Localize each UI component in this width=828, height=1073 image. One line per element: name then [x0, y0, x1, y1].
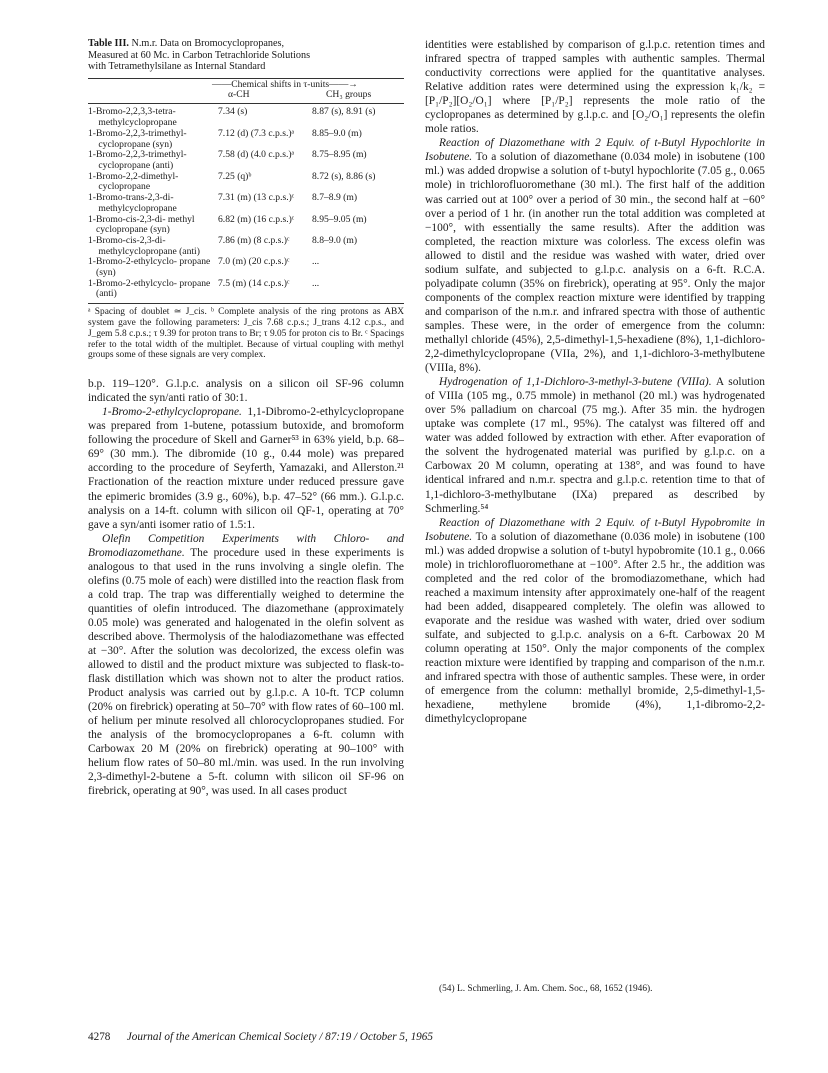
col-header-ch3: CH₃ groups — [326, 89, 372, 101]
paragraph-text: To a solution of diazomethane (0.036 mole) in isobutene (100 ml.) was added dropwise a solution of t-butyl hypobromite (10.1 g., 0.066 mole) in trichlorofluoromethane at −100°. After 2.5 hr., the addition was completed and the red color of the bromodiazomethane, which had reached a maximum intensity after approximately one-half of the reagent had been added, disappeared completely. The olefin was allowed to evaporate and the residue was washed with water, dried over sodium sulfate, and subjected to g.l.p.c. analysis on a 6-ft. Carbowax 20 M column operating at 150°. Only the major components of the complex reaction mixture were identified by trapping and comparison of the n.m.r. and infrared spectra with those of authentic samples. These were, in order of emergence from the column: methallyl bromide, 2,5-dimethyl-1,5-hexadiene, methylene bromide (4%), 1,1-dibromo-2,2-dimethylcyclopropane — [425, 530, 765, 726]
table-label: Table III. — [88, 38, 129, 49]
alpha-ch-shift: 7.34 (s) — [218, 106, 248, 118]
col-header-alpha: α-CH — [228, 89, 250, 101]
paragraph — [88, 377, 404, 405]
left-body-text — [88, 377, 404, 798]
paragraph — [425, 375, 765, 515]
paragraph — [88, 405, 404, 531]
paragraph-text: identities were established by comparison of g.l.p.c. retention times and infrared spectra of trapped samples with authentic samples. Thermal conductivity corrections were applied for the quantitative analyses. Relative addition rates were determined using the expression k₁/k₂ = [P₁/P₂][O₂/O₁] where [P₁/P₂] represents the mole ratio of the cyclopropanes as determined by g.l.p.c. and [O₂/O₁] represents the olefin mole ratios. — [425, 39, 765, 136]
ch3-shift: 8.8–9.0 (m) — [312, 234, 358, 246]
compound-name: 1-Bromo-2,2,3-trimethyl- cyclopropane (syn) — [88, 127, 187, 150]
ch3-shift: 8.87 (s), 8.91 (s) — [312, 106, 376, 118]
alpha-ch-shift: 7.0 (m) (20 c.p.s.)ᶜ — [218, 256, 290, 268]
alpha-ch-shift: 7.25 (q)ᵇ — [218, 170, 252, 182]
left-column — [88, 38, 404, 799]
paragraph-heading: Hydrogenation of 1,1-Dichloro-3-methyl-3-butene (VIIIa). — [439, 376, 712, 389]
ch3-shift: ... — [312, 256, 320, 268]
alpha-ch-shift: 7.5 (m) (14 c.p.s.)ᶜ — [218, 277, 290, 289]
nmr-table — [88, 107, 404, 300]
ch3-shift: 8.75–8.95 (m) — [312, 149, 367, 161]
ch3-shift: 8.7–8.9 (m) — [312, 192, 358, 204]
paragraph-heading: Reaction of Diazomethane with 2 Equiv. of t-Butyl Hypobromite in Isobutene. — [425, 516, 765, 543]
page-footer — [88, 1031, 768, 1043]
table-row — [88, 107, 404, 128]
compound-name: 1-Bromo-2-ethylcyclo- propane (syn) — [88, 256, 211, 279]
ch3-shift: ... — [312, 277, 320, 289]
page-number: 4278 — [88, 1031, 111, 1043]
alpha-ch-shift: 7.31 (m) (13 c.p.s.)ᶜ — [218, 192, 295, 204]
ch3-shift: 8.95–9.05 (m) — [312, 213, 367, 225]
compound-name: 1-Bromo-2-ethylcyclo- propane (anti) — [88, 277, 211, 300]
table-row — [88, 279, 404, 300]
compound-name: 1-Bromo-2,2,3-trimethyl- cyclopropane (anti) — [88, 149, 187, 171]
caption-line-3: with Tetramethylsilane as Internal Standard — [88, 61, 266, 73]
paragraph-heading: Olefin Competition Experiments with Chloro- and Bromodiazomethane. — [88, 532, 404, 559]
journal-citation: Journal of the American Chemical Society / 87:19 / October 5, 1965 — [126, 1031, 433, 1043]
table-row — [88, 236, 404, 257]
paragraph-heading: 1-Bromo-2-ethylcyclopropane. — [102, 406, 242, 419]
table-column-headers — [88, 90, 404, 101]
table-header-rule — [88, 103, 404, 104]
paragraph — [425, 516, 765, 727]
paragraph — [425, 136, 765, 375]
group-header-label: Chemical shifts in τ-units — [231, 78, 330, 90]
ch3-shift: 8.72 (s), 8.86 (s) — [312, 170, 376, 182]
compound-name: 1-Bromo-2,2-dimethyl- cyclopropane — [88, 170, 179, 193]
paragraph-text: 1,1-Dibromo-2-ethylcyclopropane was prepared from 1-butene, potassium butoxide, and bromoform following the procedure of Skell and Garner⁵³ in 63% yield, b.p. 68–69° (30 mm.). The dibromide (10 g., 0.44 mole) was prepared according to the procedure of Seyferth, Yamazaki, and Allerston.²¹ Fractionation of the reaction mixture under reduced pressure gave the epimeric bromides (3.9 g., 60%), b.p. 47–52° (66 mm.). G.l.p.c. analysis on a 14-ft. column with silicon oil QF-1, operating at 70° gave a syn/anti isomer ratio of 1.5:1. — [88, 406, 404, 531]
table-row — [88, 257, 404, 278]
reference-54: (54) L. Schmerling, J. Am. Chem. Soc., 68, 1652 (1946). — [439, 984, 653, 994]
table-row — [88, 129, 404, 150]
paragraph-heading: Reaction of Diazomethane with 2 Equiv. of t-Butyl Hypochlorite in Isobutene. — [425, 137, 765, 164]
ch3-shift: 8.85–9.0 (m) — [312, 127, 362, 139]
compound-name: 1-Bromo-trans-2,3-di- methylcyclopropane — [88, 192, 177, 214]
paragraph — [425, 38, 765, 136]
paragraph-text: A solution of VIIIa (105 mg., 0.75 mmole) in methanol (20 ml.) was hydrogenated over 5% palladium on charcoal (75 mg.). After 35 min. the hydrogen uptake was complete (17 ml., 95%). The catalyst was filtered off and water was added followed by extraction with ether. After evaporation of the solvent the hydrogenated material was purified by g.l.p.c. on a Carbowax 20 M column, operating at 138°, and was found to have identical infrared and n.m.r. spectra and g.l.p.c. retention time to that of 1,1-dichloro-3-methylbutane (IXa) prepared as described by Schmerling.⁵⁴ — [425, 376, 765, 515]
table-caption — [88, 38, 404, 73]
alpha-ch-shift: 7.58 (d) (4.0 c.p.s.)ᵃ — [218, 149, 295, 161]
table-footnote: ᵃ Spacing of doublet ≃ J_cis. ᵇ Complete analysis of the ring protons as ABX system gave the following parameters: J_cis 7.68 c.p.s.; J_trans 4.12 c.p.s., and J_gem 5.8 c.p.s.; τ 9.39 for proton trans to Br; τ 9.05 for proton cis to Br. ᶜ Spacings refer to the total width of the multiplet. Because of virtual coupling with methyl groups some of these signals are very complex. — [88, 307, 404, 361]
caption-line-1: N.m.r. Data on Bromocyclopropanes, — [131, 38, 285, 49]
table-bottom-rule — [88, 303, 404, 304]
alpha-ch-shift: 7.86 (m) (8 c.p.s.)ᶜ — [218, 234, 290, 246]
alpha-ch-shift: 7.12 (d) (7.3 c.p.s.)ᵃ — [218, 127, 295, 139]
paragraph — [88, 532, 404, 799]
right-body-text — [425, 38, 765, 726]
table-row — [88, 215, 404, 236]
compound-name: 1-Bromo-cis-2,3-di- methyl cyclopropane (syn) — [88, 213, 195, 236]
compound-name: 1-Bromo-2,2,3,3-tetra- methylcyclopropane — [88, 106, 177, 129]
alpha-ch-shift: 6.82 (m) (16 c.p.s.)ᶜ — [218, 213, 295, 225]
right-column — [425, 38, 765, 994]
table-row — [88, 193, 404, 214]
compound-name: 1-Bromo-cis-2,3-di- methylcyclopropane (anti) — [88, 234, 200, 257]
paragraph-text: The procedure used in these experiments is analogous to that used in the runs involving a single olefin. The olefins (0.75 mole of each) were distilled into the reaction flask from a cold trap. The trap was differentially weighed to determine the quantities of olefin introduced. The diazomethane (approximately 0.05 mole) was generated and halogenated in the olefin solvent as described above. Thermolysis of the halodiazomethane was effected at −30°. After the solution was decolorized, the excess olefin was allowed to distil and the product mixture was subjected to flask-to-flask distillation which was shown not to alter the product ratios. Product analysis was carried out by g.l.p.c. A 10-ft. TCP column (20% on firebrick) operating at 50–70° with flow rates of 60–100 ml. of helium per minute resolved all chlorocyclopropanes studied. For the analysis of the bromocyclopropanes a 6-ft. column with Carbowax 20 M (20% on firebrick) operating at 90–100° with helium flow rates of 50–80 ml./min. was used. In the run involving 2,3-dimethyl-2-butene a 5-ft. column with silicon oil SF-96 on firebrick, operating at 90°, was used. In all cases product — [88, 546, 404, 798]
table-group-header: ——Chemical shifts in τ-units——→ — [212, 78, 358, 90]
paragraph-text: To a solution of diazomethane (0.034 mole) in isobutene (100 ml.) was added dropwise a solution of t-butyl hypochlorite (7.05 g., 0.065 mole) in trichlorofluoromethane (30 ml.). The first half of the addition was carried out at 100° over a period of 30 min., the second half at −60° over a period of 1 hr. (in another run the total addition was completed at −100°, with essentially the same results). After the addition was completed, the reaction mixture was colorless. The excess olefin was allowed to distil and the residue was washed with water, dried over sodium sulfate, and subjected to g.l.p.c. analysis on a 6-ft. R.C.A. polyadipate column (35% on firebrick), operating at 95°. Only the major components of the complex reaction mixture were identified by trapping and comparison of the n.m.r. and infrared spectra with those of authentic samples. These were, in the order of emergence from the column: methallyl chloride (45%), 2,5-dimethyl-1,5-hexadiene (8%), 1,1-dichloro-2,2-dimethylcyclopropane (VIIa, 2%), and 1,1-dichloro-3-methylbutene (VIIIa, 8%). — [425, 151, 765, 375]
paragraph-text: b.p. 119–120°. G.l.p.c. analysis on a silicon oil SF-96 column indicated the syn/anti ratio of 30:1. — [88, 378, 404, 405]
table-row — [88, 172, 404, 193]
table-row — [88, 150, 404, 171]
caption-line-2: Measured at 60 Mc. in Carbon Tetrachloride Solutions — [88, 49, 311, 61]
